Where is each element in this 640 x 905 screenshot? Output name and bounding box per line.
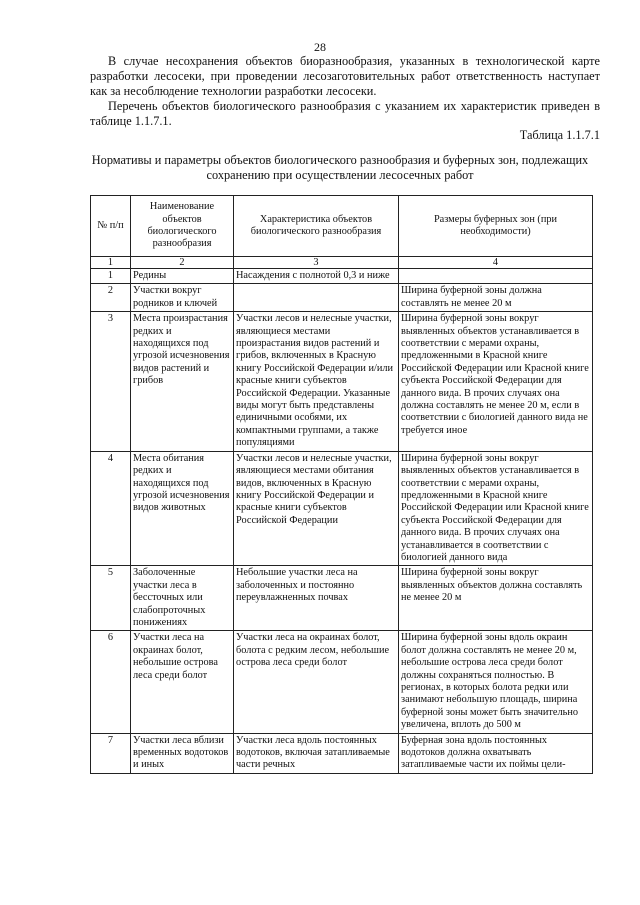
page-number: 28 xyxy=(314,40,326,54)
row-number: 7 xyxy=(91,733,131,773)
characteristic-cell: Участки леса вдоль постоянных водотоков, включая затапливаемые части речных xyxy=(234,733,399,773)
table-header-row xyxy=(91,196,593,257)
buffer-size-cell xyxy=(399,269,593,284)
table-row xyxy=(91,566,593,631)
table-row xyxy=(91,269,593,284)
buffer-size-cell: Ширина буферной зоны должна составлять не менее 20 м xyxy=(399,284,593,312)
column-number: 1 xyxy=(91,257,131,269)
object-name-cell: Участки вокруг родников и ключей xyxy=(131,284,234,312)
buffer-size-cell: Ширина буферной зоны вокруг выявленных объектов устанавливается в соответствии с мерами охраны, предложенными в Красной книге Российской Федерации или Красной книге субъекта Российской Федерации для данного вида. В прочих случаях она должна составлять не менее 20 м, если в соответствии с биологией данного вида не требуется иное xyxy=(399,312,593,451)
row-number: 3 xyxy=(91,312,131,451)
characteristic-cell xyxy=(234,284,399,312)
buffer-size-cell: Ширина буферной зоны вокруг выявленных объектов устанавливается в соответствии с мерами охраны, предложенными в Красной книге Российской Федерации или Красной книге субъекта Российской Федерации для данного вида. В прочих случаях она устанавливается в соответствии с биологией данного вида xyxy=(399,451,593,566)
header-object-name: Наименование объектов биологического разнообразия xyxy=(131,196,234,257)
object-name-cell: Участки леса вблизи временных водотоков и иных xyxy=(131,733,234,773)
table-title: Нормативы и параметры объектов биологического разнообразия и буферных зон, подлежащих сохранению при осуществлении лесосечных работ xyxy=(91,153,589,182)
row-number: 2 xyxy=(91,284,131,312)
row-number: 4 xyxy=(91,451,131,566)
object-name-cell: Места обитания редких и находящихся под угрозой исчезновения видов животных xyxy=(131,451,234,566)
column-number: 3 xyxy=(234,257,399,269)
characteristic-cell: Небольшие участки леса на заболоченных и постоянно переувлажненных почвах xyxy=(234,566,399,631)
object-name-cell: Участки леса на окраинах болот, небольшие острова леса среди болот xyxy=(131,631,234,733)
biodiversity-table xyxy=(90,195,593,774)
characteristic-cell: Участки леса на окраинах болот, болота с редким лесом, небольшие острова леса среди болот xyxy=(234,631,399,733)
reference-paragraph: Перечень объектов биологического разнообразия с указанием их характеристик приведен в таблице 1.1.7.1. xyxy=(90,99,600,128)
column-number: 4 xyxy=(399,257,593,269)
buffer-size-cell: Ширина буферной зоны вокруг выявленных объектов должна составлять не менее 20 м xyxy=(399,566,593,631)
column-number-row xyxy=(91,257,593,269)
table-row xyxy=(91,451,593,566)
object-name-cell: Редины xyxy=(131,269,234,284)
table-row xyxy=(91,284,593,312)
object-name-cell: Заболоченные участки леса в бессточных или слабопроточных понижениях xyxy=(131,566,234,631)
characteristic-cell: Насаждения с полнотой 0,3 и ниже xyxy=(234,269,399,284)
table-label: Таблица 1.1.7.1 xyxy=(519,128,600,142)
table-row xyxy=(91,733,593,773)
characteristic-cell: Участки лесов и нелесные участки, являющиеся местами произрастания видов растений и грибов, включенных в Красную книгу Российской Федерации и/или красные книги субъектов Российской Федерации. Указанные виды могут быть представлены единичными особями, их компактными группами, а также популяциями xyxy=(234,312,399,451)
table-row xyxy=(91,312,593,451)
column-number: 2 xyxy=(131,257,234,269)
row-number: 6 xyxy=(91,631,131,733)
buffer-size-cell: Буферная зона вдоль постоянных водотоков должна охватывать затапливаемые части их поймы цели- xyxy=(399,733,593,773)
row-number: 1 xyxy=(91,269,131,284)
header-buffer-size: Размеры буферных зон (при необходимости) xyxy=(399,196,593,257)
object-name-cell: Места произрастания редких и находящихся под угрозой исчезновения видов растений и грибов xyxy=(131,312,234,451)
header-characteristic: Характеристика объектов биологического разнообразия xyxy=(234,196,399,257)
row-number: 5 xyxy=(91,566,131,631)
characteristic-cell: Участки лесов и нелесные участки, являющиеся местами обитания видов, включенных в Красную книгу Российской Федерации и красные книги субъектов Российской Федерации xyxy=(234,451,399,566)
table-row xyxy=(91,631,593,733)
intro-paragraph: В случае несохранения объектов биоразнообразия, указанных в технологической карте разработки лесосеки, при проведении лесозаготовительных работ ответственность наступает как за несоблюдение технологии разработки лесосеки. xyxy=(90,54,600,98)
buffer-size-cell: Ширина буферной зоны вдоль окраин болот должна составлять не менее 20 м, небольшие острова леса среди болот должны сохраняться полностью. В регионах, в которых болота редки или занимают небольшую площадь, ширина буферной зоны может быть значительно увеличена, вплоть до 500 м xyxy=(399,631,593,733)
header-number: № п/п xyxy=(91,196,131,257)
